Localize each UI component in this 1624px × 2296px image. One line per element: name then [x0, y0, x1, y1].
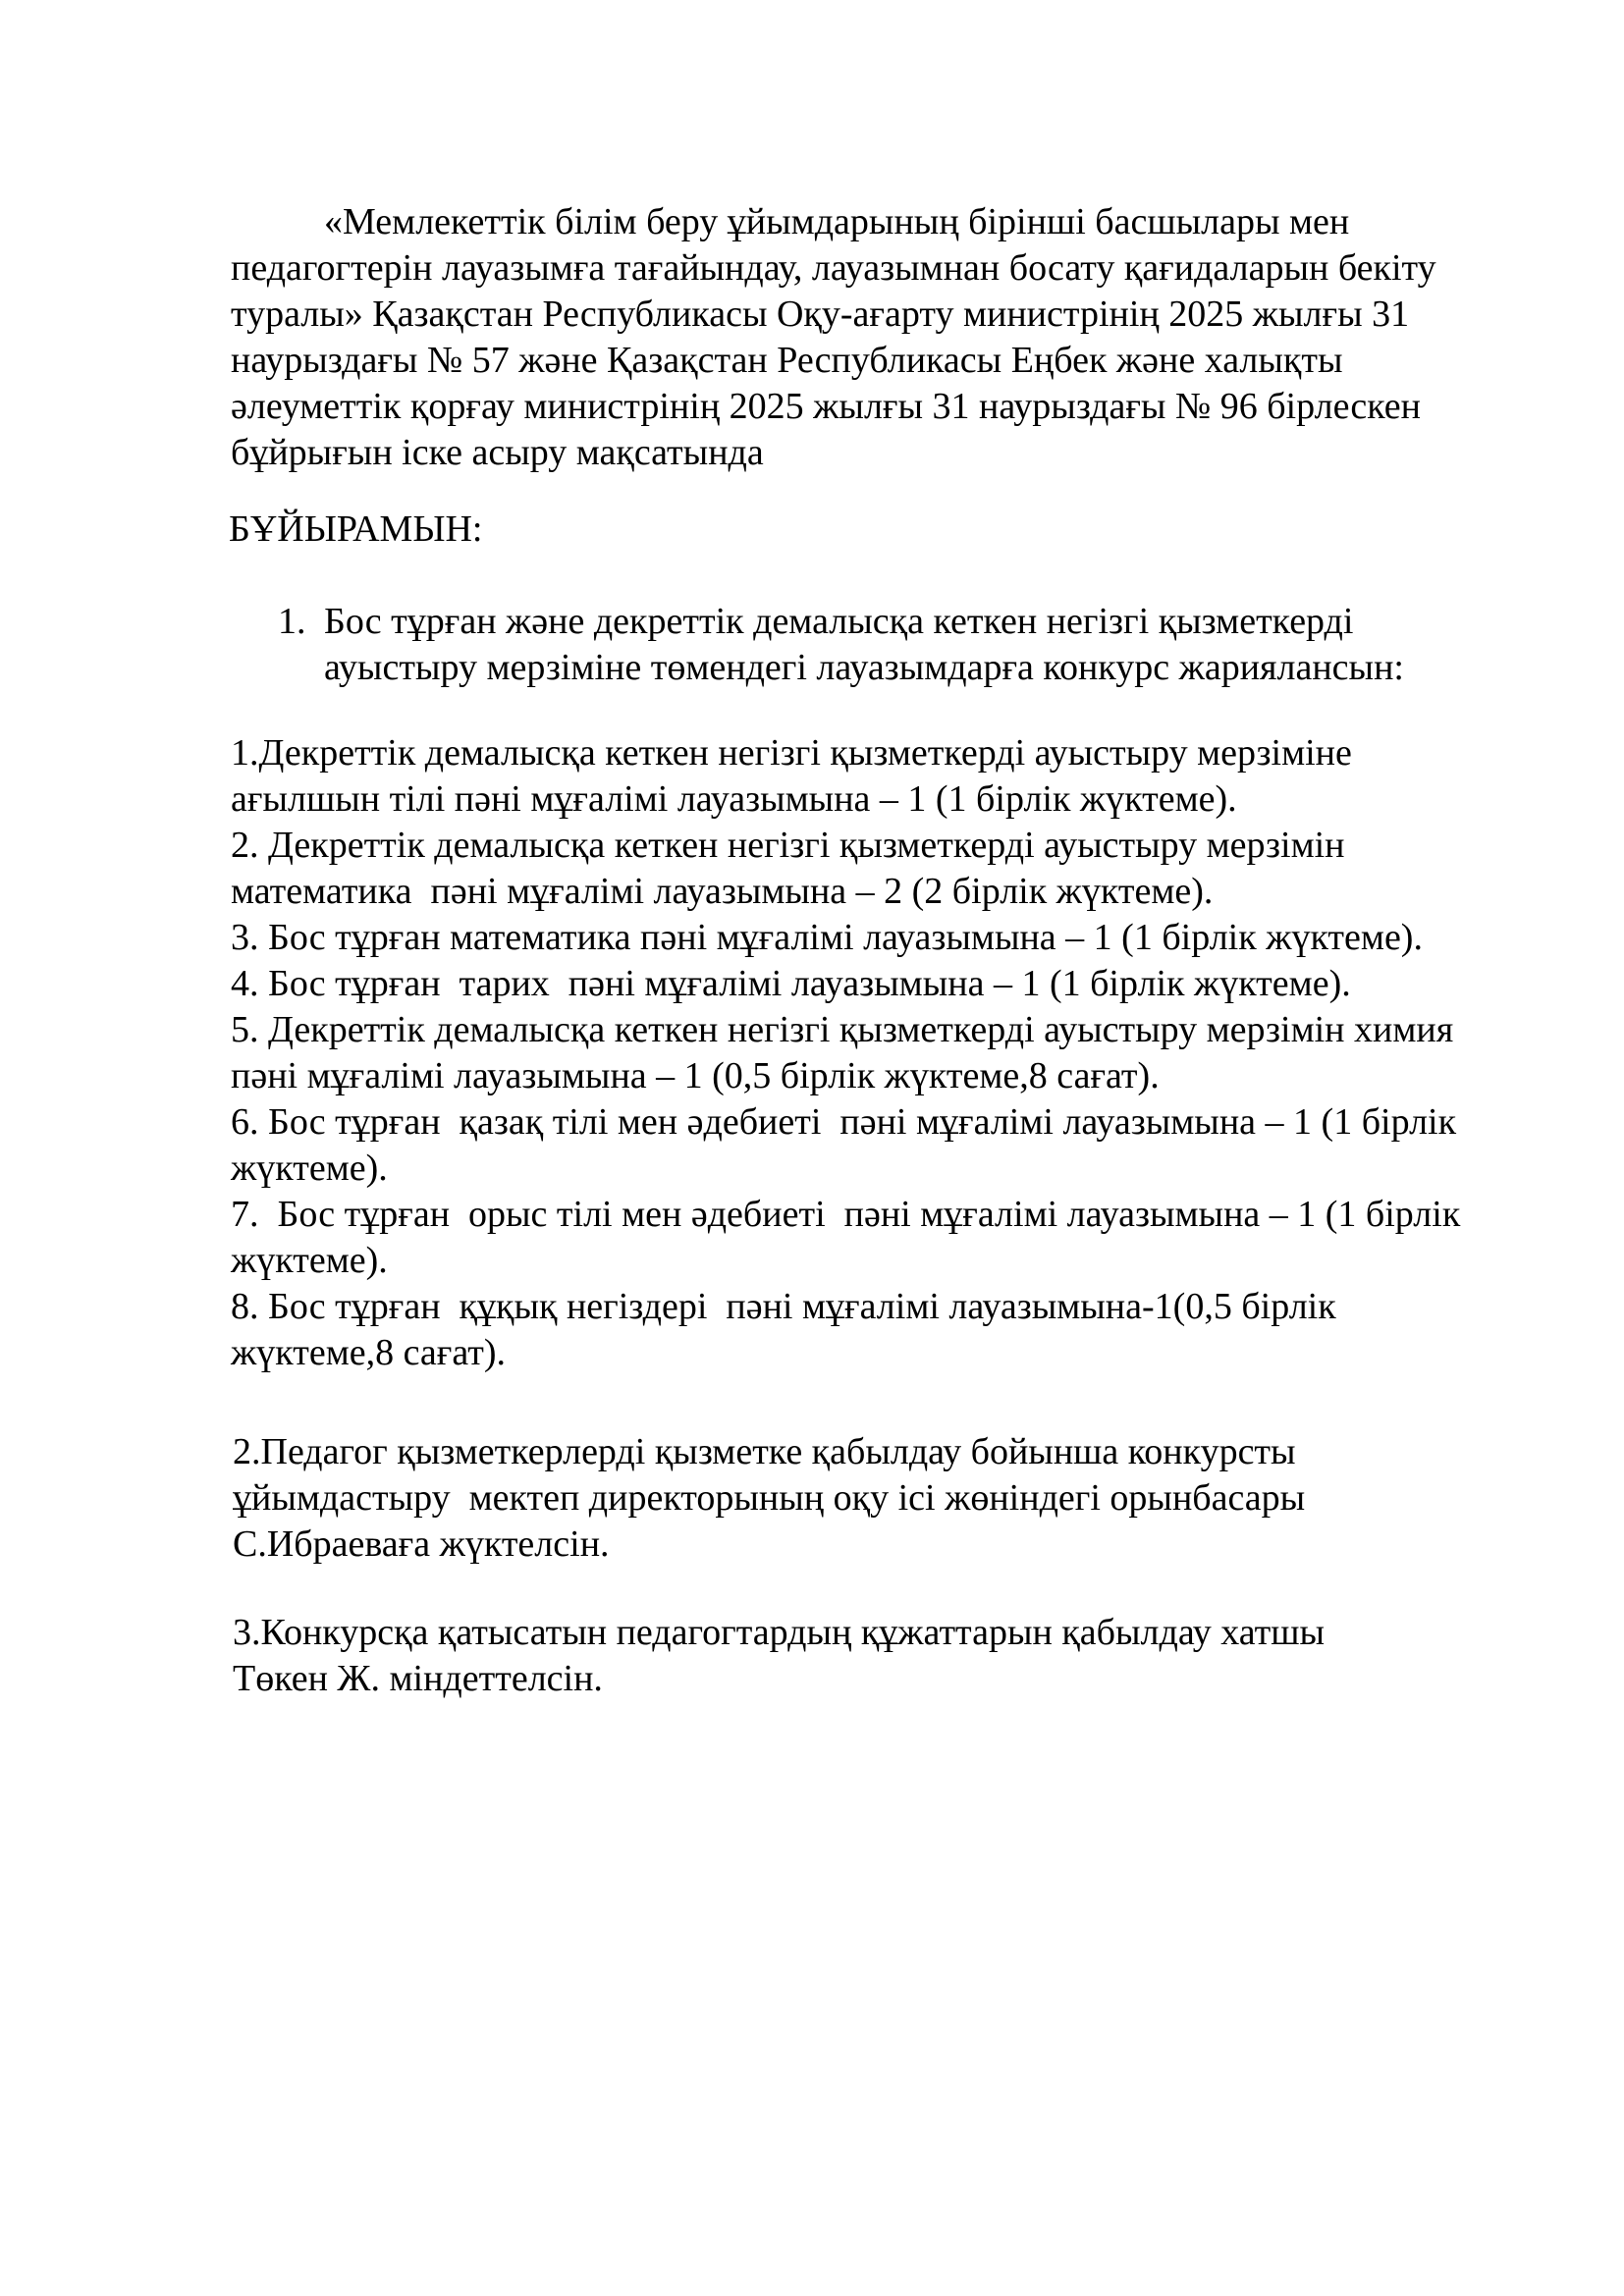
text-line: 4. Бос тұрған тарих пәні мұғалімі лауазымына – 1 (1 бірлік жүктеме). — [231, 963, 1351, 1004]
resolution-item-text — [324, 599, 1404, 691]
text-line: «Мемлекеттік білім беру ұйымдарының бірінші басшылары мен — [324, 201, 1350, 242]
text-line: наурыздағы № 57 және Қазақстан Республикасы Еңбек және халықты — [231, 340, 1343, 381]
text-line: жүктеме). — [231, 1148, 388, 1189]
text-line: 8. Бос тұрған құқық негіздері пәні мұғалімі лауазымына-1(0,5 бірлік — [231, 1286, 1336, 1327]
text-line: бұйрығын іске асыру мақсатында — [231, 432, 764, 473]
text-line: Төкен Ж. міндеттелсін. — [233, 1658, 603, 1699]
text-line: 7. Бос тұрған орыс тілі мен әдебиеті пәні мұғалімі лауазымына – 1 (1 бірлік — [231, 1194, 1461, 1235]
list-number: 1. — [278, 601, 306, 642]
text-line: туралы» Қазақстан Республикасы Оқу-ағарту министрінің 2025 жылғы 31 — [231, 294, 1410, 335]
text-line: ұйымдастыру мектеп директорының оқу ісі жөніндегі орынбасары — [233, 1477, 1306, 1519]
paragraph-secretary-assignment — [233, 1610, 1325, 1702]
text-line: Бос тұрған және декреттік демалысқа кеткен негізгі қызметкерді — [324, 601, 1354, 642]
text-line: 2.Педагог қызметкерлерді қызметке қабылдау бойынша конкурсты — [233, 1431, 1296, 1472]
text-line: математика пәні мұғалімі лауазымына – 2 (2 бірлік жүктеме). — [231, 871, 1214, 912]
text-line: ағылшын тілі пәні мұғалімі лауазымына – 1 (1 бірлік жүктеме). — [231, 778, 1237, 820]
text-line: 3. Бос тұрған математика пәні мұғалімі лауазымына – 1 (1 бірлік жүктеме). — [231, 917, 1423, 958]
text-line: ауыстыру мерзіміне төмендегі лауазымдарға конкурс жариялансын: — [324, 647, 1404, 688]
text-line: 3.Конкурсқа қатысатын педагогтардың құжаттарын қабылдау хатшы — [233, 1612, 1326, 1653]
paragraph-responsible-assignment — [233, 1429, 1305, 1568]
text-line: педагогтерін лауазымға тағайындау, лауазымнан босату қағидаларын бекіту — [231, 247, 1436, 289]
text-line: 5. Декреттік демалысқа кеткен негізгі қызметкерді ауыстыру мерзімін химия — [231, 1009, 1454, 1050]
text-line: С.Ибраеваға жүктелсін. — [233, 1523, 610, 1565]
text-line: жүктеме,8 сағат). — [231, 1332, 507, 1373]
text-line: әлеуметтік қорғау министрінің 2025 жылғы 31 наурыздағы № 96 бірлескен — [231, 386, 1421, 427]
text-line: 6. Бос тұрған қазақ тілі мен әдебиеті пәні мұғалімі лауазымына – 1 (1 бірлік — [231, 1101, 1457, 1143]
text-line: 1.Декреттік демалысқа кеткен негізгі қызметкерді ауыстыру мерзіміне — [231, 732, 1352, 774]
text-line: пәні мұғалімі лауазымына – 1 (0,5 бірлік жүктеме,8 сағат). — [231, 1055, 1160, 1096]
text-line: жүктеме). — [231, 1240, 388, 1281]
order-heading: БҰЙЫРАМЫН: — [229, 508, 483, 550]
resolution-item-1 — [278, 599, 1404, 691]
text-line: 2. Декреттік демалысқа кеткен негізгі қызметкерді ауыстыру мерзімін — [231, 825, 1345, 866]
vacancy-list — [231, 730, 1460, 1376]
intro-paragraph — [231, 199, 1436, 476]
